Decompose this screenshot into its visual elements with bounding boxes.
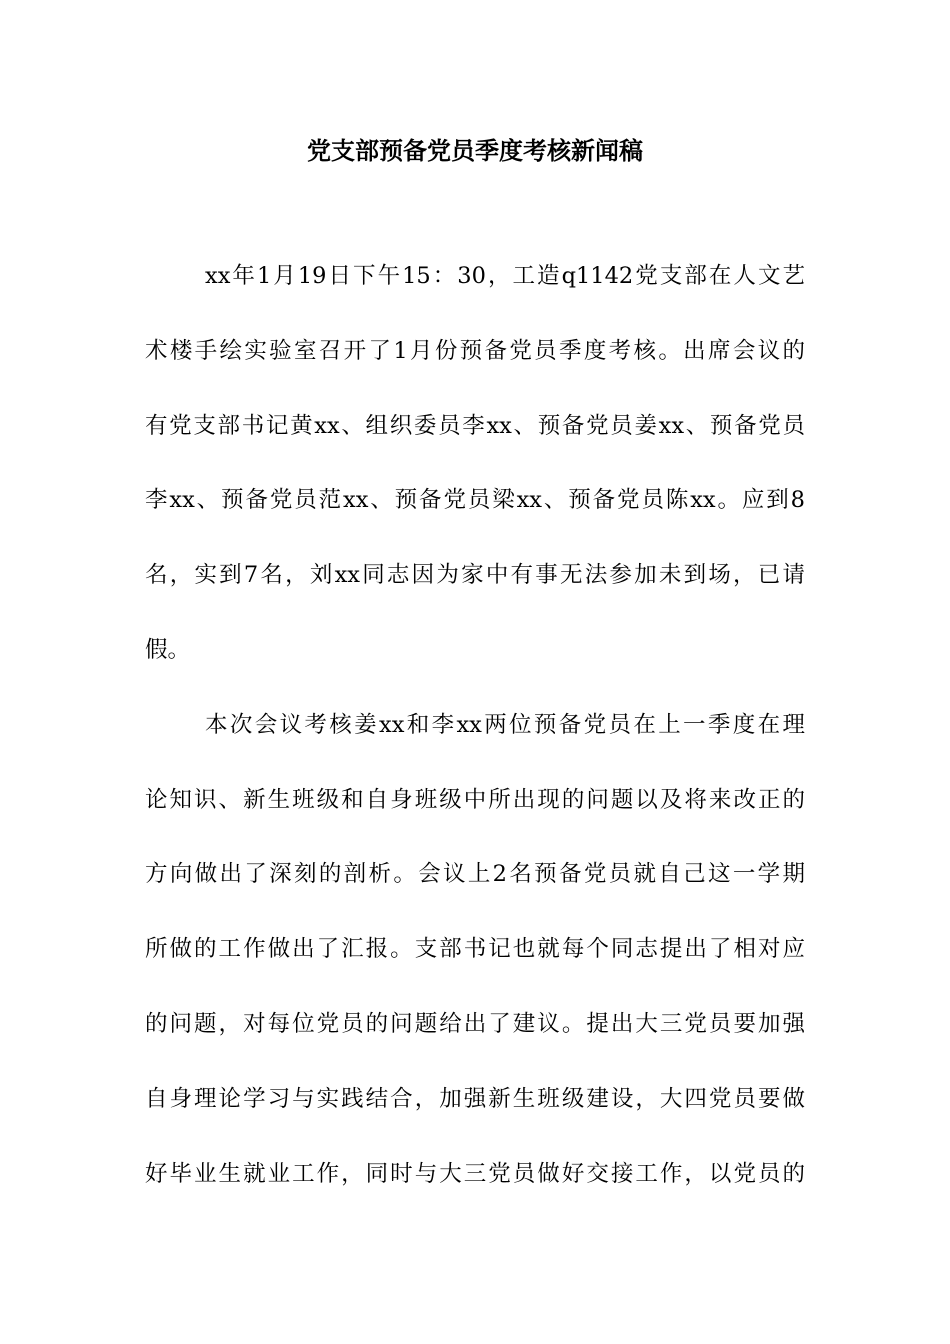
document-title: 党支部预备党员季度考核新闻稿	[307, 136, 643, 165]
text-line: xx年1月19日下午15：30，工造q1142党支部在人文艺	[205, 263, 805, 289]
document-body	[145, 256, 805, 1228]
text-line: 术楼手绘实验室召开了1月份预备党员季度考核。出席会议的	[145, 337, 805, 364]
paragraph-2	[145, 705, 805, 1229]
text-line: 方向做出了深刻的剖析。会议上2名预备党员就自己这一学期	[145, 861, 805, 888]
text-line: 所做的工作做出了汇报。支部书记也就每个同志提出了相对应	[145, 936, 805, 963]
paragraph-1	[145, 256, 805, 705]
text-line: 好毕业生就业工作，同时与大三党员做好交接工作，以党员的	[145, 1160, 805, 1187]
text-line: 名，实到7名，刘xx同志因为家中有事无法参加未到场，已请	[145, 562, 805, 589]
text-line: 的问题，对每位党员的问题给出了建议。提出大三党员要加强	[145, 1010, 805, 1037]
text-line: 假。	[145, 636, 191, 663]
text-line: 论知识、新生班级和自身班级中所出现的问题以及将来改正的	[145, 786, 805, 813]
text-line: 有党支部书记黄xx、组织委员李xx、预备党员姜xx、预备党员	[145, 412, 805, 439]
text-line: 自身理论学习与实践结合，加强新生班级建设，大四党员要做	[145, 1085, 805, 1112]
text-line: 李xx、预备党员范xx、预备党员梁xx、预备党员陈xx。应到8	[145, 487, 805, 514]
text-line: 本次会议考核姜xx和李xx两位预备党员在上一季度在理	[205, 711, 805, 738]
